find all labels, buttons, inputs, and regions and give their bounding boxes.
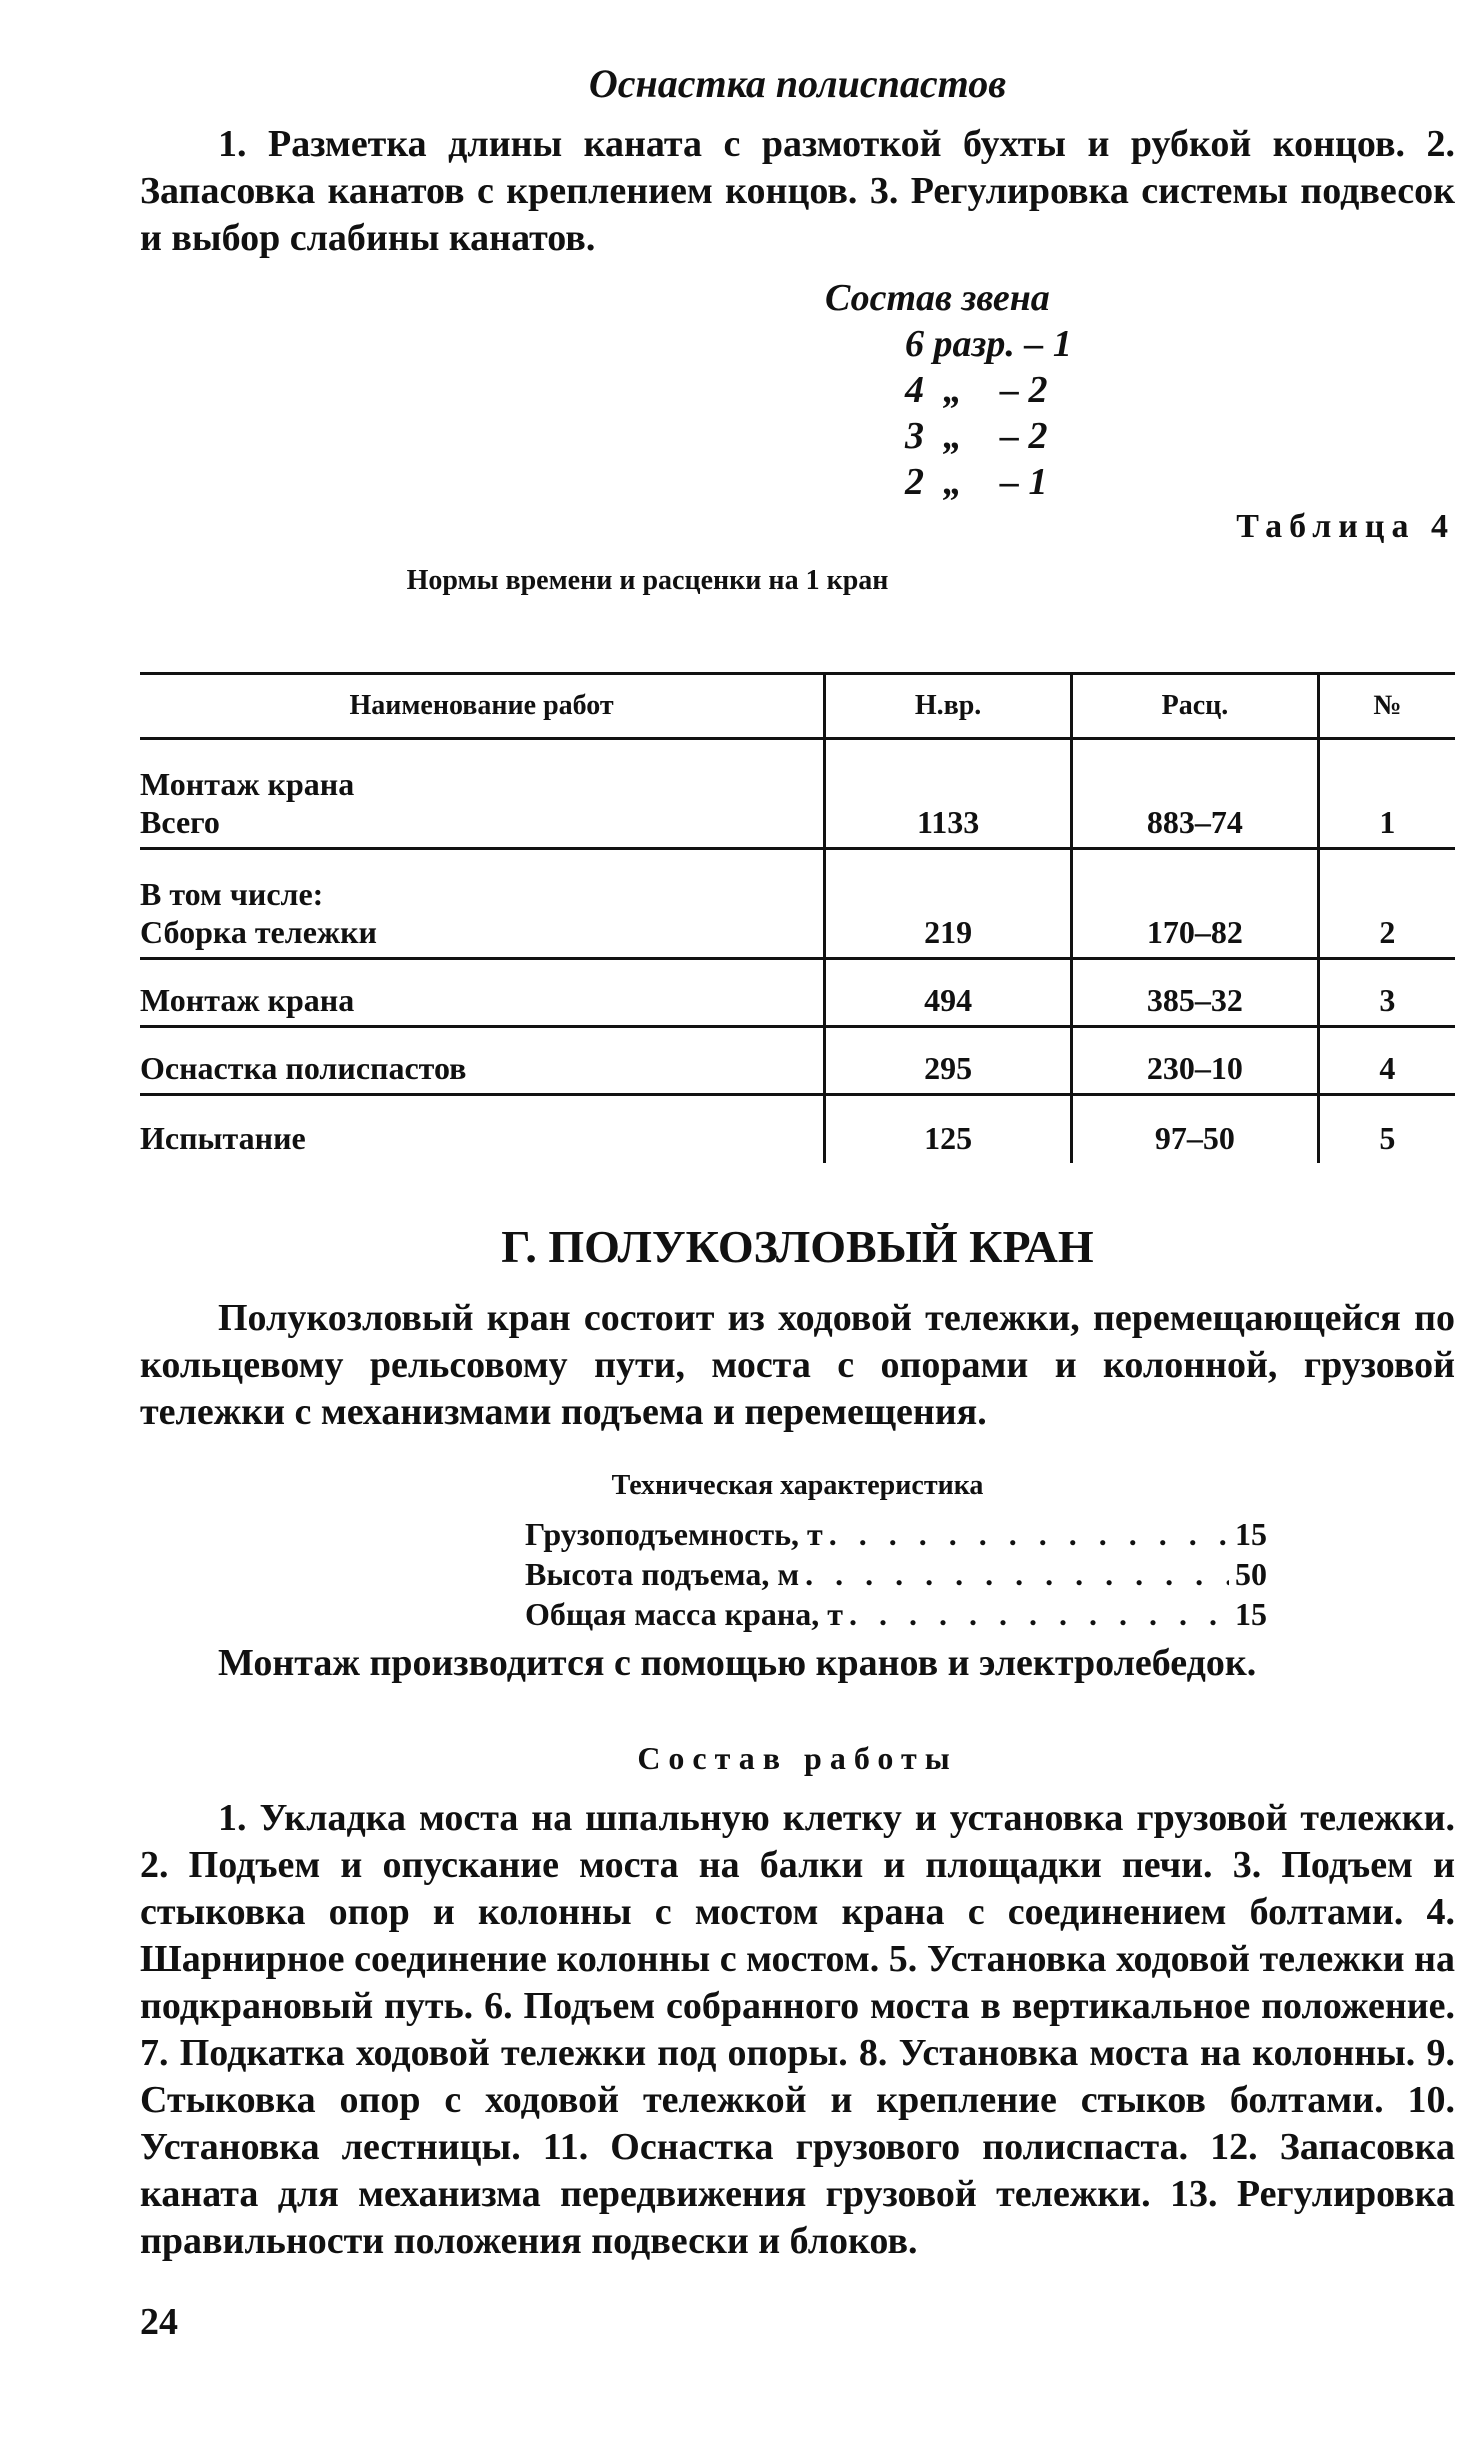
- work-steps-paragraph: 1. Укладка моста на шпальную клетку и установка грузовой тележки. 2. Подъем и опускание моста на балки и площадки печи. 3. Подъем и стыковка опор и колонны с мостом крана с соединением болтами. 4. Шарнирное соединение колонны с мостом. 5. Установка ходовой тележки на подкрановый путь. 6. Подъем собранного моста в вертикальное положение. 7. Подкатка ходовой тележки под опоры. 8. Установка моста на колонны. 9. Стыковка опор с ходовой тележкой и крепление стыков болтами. 10. Установка лестницы. 11. Оснастка грузового полиспаста. 12. Запасовка каната для механизма передвижения грузовой тележки. 13. Регулировка правильности положения подвески и блоков.: [140, 1797, 1455, 2262]
- crew-composition: [685, 275, 1072, 505]
- header-work-name: Наименование работ: [140, 674, 825, 739]
- table-caption: Нормы времени и расценки на 1 кран: [406, 565, 889, 596]
- header-time-norm: Н.вр.: [825, 674, 1072, 739]
- table-row: [140, 1095, 1455, 1163]
- header-number: №: [1318, 674, 1455, 739]
- spec-value: 50: [1235, 1556, 1267, 1592]
- cell-work-name: Испытание: [140, 1095, 825, 1163]
- section-title-rigging: Оснастка полиспастов: [588, 61, 1007, 106]
- spec-label: Высота подъема, м: [525, 1556, 800, 1592]
- cell-work-name: Монтаж крана: [140, 959, 825, 1027]
- rigging-steps-paragraph: 1. Разметка длины каната с размоткой бухты и рубкой концов. 2. Запасовка канатов с креплением концов. 3. Регулировка системы подвесок и выбор слабины канатов.: [140, 123, 1455, 259]
- norms-table: [140, 672, 1455, 1163]
- leader-dots: [849, 1594, 1229, 1634]
- crane-intro-paragraph: Полукозловый кран состоит из ходовой тележки, перемещающейся по кольцевому рельсовому пути, моста с опорами и колонной, грузовой тележки с механизмами подъема и перемещения.: [140, 1297, 1455, 1433]
- installation-note: Монтаж производится с помощью кранов и электролебедок.: [218, 1642, 1257, 1684]
- table-row: [140, 959, 1455, 1027]
- cell-number: 1: [1318, 739, 1455, 849]
- spec-label: Грузоподъемность, т: [525, 1516, 823, 1552]
- crew-row: 6 разр. – 1: [905, 323, 1072, 365]
- spec-label: Общая масса крана, т: [525, 1596, 843, 1632]
- cell-work-name: Оснастка полиспастов: [140, 1027, 825, 1095]
- spec-value: 15: [1235, 1596, 1267, 1632]
- spec-value: 15: [1235, 1516, 1267, 1552]
- page-number: 24: [140, 2301, 178, 2343]
- cell-number: 3: [1318, 959, 1455, 1027]
- page: [140, 60, 1455, 2343]
- spec-row: [525, 1594, 1295, 1634]
- table-header-row: [140, 674, 1455, 739]
- crew-row: 2 „ – 1: [905, 461, 1048, 503]
- work-name-line: В том числе:: [140, 876, 324, 912]
- cell-rate: 385–32: [1072, 959, 1319, 1027]
- table-row: [140, 739, 1455, 849]
- spec-title: Техническая характеристика: [611, 1470, 984, 1501]
- table-label: Таблица 4: [1236, 508, 1455, 545]
- cell-rate: 97–50: [1072, 1095, 1319, 1163]
- cell-rate: 230–10: [1072, 1027, 1319, 1095]
- cell-time-norm: 295: [825, 1027, 1072, 1095]
- section-heading-crane: Г. ПОЛУКОЗЛОВЫЙ КРАН: [501, 1221, 1094, 1272]
- table-row: [140, 849, 1455, 959]
- cell-work-name: [140, 849, 825, 959]
- header-rate: Расц.: [1072, 674, 1319, 739]
- work-name-line: Монтаж крана: [140, 766, 355, 802]
- leader-dots: [829, 1514, 1229, 1554]
- crew-row: 3 „ – 2: [905, 415, 1048, 457]
- cell-rate: 170–82: [1072, 849, 1319, 959]
- cell-number: 4: [1318, 1027, 1455, 1095]
- cell-time-norm: 125: [825, 1095, 1072, 1163]
- cell-rate: 883–74: [1072, 739, 1319, 849]
- table-row: [140, 1027, 1455, 1095]
- cell-number: 2: [1318, 849, 1455, 959]
- work-composition-title: Состав работы: [637, 1740, 958, 1776]
- crew-row: 4 „ – 2: [905, 369, 1048, 411]
- cell-time-norm: 219: [825, 849, 1072, 959]
- spec-list: [525, 1514, 1295, 1634]
- cell-work-name: [140, 739, 825, 849]
- spec-row: [525, 1514, 1295, 1554]
- work-name-line: Всего: [140, 804, 220, 840]
- crew-title: Состав звена: [825, 277, 1050, 319]
- work-name-line: Сборка тележки: [140, 914, 377, 950]
- leader-dots: [805, 1554, 1229, 1594]
- cell-number: 5: [1318, 1095, 1455, 1163]
- spec-row: [525, 1554, 1295, 1594]
- cell-time-norm: 494: [825, 959, 1072, 1027]
- cell-time-norm: 1133: [825, 739, 1072, 849]
